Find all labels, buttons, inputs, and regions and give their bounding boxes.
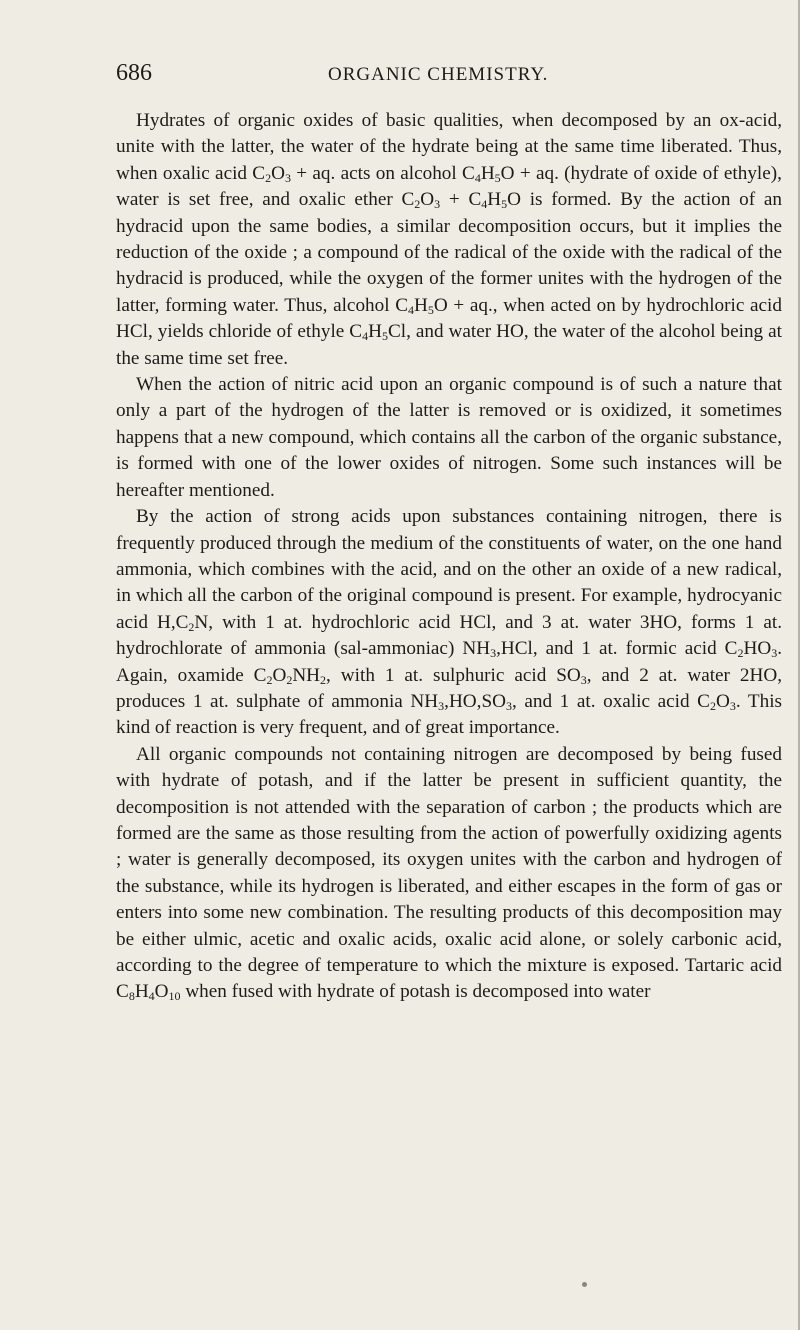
paragraph-nitric-acid: When the action of nitric acid upon an organic compound is of such a nature that only a part of the hydrogen of the latter is removed or is oxidized, it sometimes happens that a new compound, which contains all the carbon of the organic substance, is formed with one of the lower oxides of nitrogen. Some such instances will be hereafter mentioned. (116, 374, 782, 501)
page-header (116, 56, 780, 96)
paragraph-strong-acids: By the action of strong acids upon substances containing nitrogen, there is frequently produced through the medium of the constituents of water, on the one hand ammonia, which combines with the acid, and on the other an oxide of a new radical, in which all the carbon of the original compound is present. For example, hydrocyanic acid $H,C_2N$, with 1 at. hydrochloric acid HCl, and 3 at. water 3HO, forms 1 at. hydrochlorate of ammonia (sal-ammoniac) $NH_3,HCl$, and 1 at. formic acid $C_2HO_3$. Again, oxamide $C_2O_2NH_2$, with 1 at. sulphuric acid $SO_3$, and 2 at. water 2HO, produces 1 at. sulphate of ammonia $NH_3,HO,SO_3$, and 1 at. oxalic acid $C_2O_3$. This kind of reaction is very frequent, and of great importance. (116, 506, 783, 739)
paragraph-hydrates: Hydrates of organic oxides of basic qualities, when decomposed by an ox-acid, unite with the latter, the water of the hydrate being at the same time liberated. Thus, when oxalic acid $C_2O_3$ + aq. acts on alcohol $C_4H_5O$ + aq. (hydrate of oxide of ethyle), water is set free, and oxalic ether $C_2O_3 + C_4H_5O$ is formed. By the action of an hydracid upon the same bodies, a similar decomposition occurs, but it implies the reduction of the oxide ; a compound of the radical of the oxide with the radical of the hydracid is produced, while the oxygen of the former unites with the hydrogen of the latter, forming water. Thus, alcohol $C_4H_5O$ + aq., when acted on by hydrochloric acid HCl, yields chloride of ethyle $C_4H_5Cl$, and water HO, the water of the alcohol being at the same time set free. (116, 110, 782, 369)
body-text (116, 108, 782, 1006)
paragraph-hydrate-of-potash: All organic compounds not containing nitrogen are decomposed by being fused with hydrate of potash, and if the latter be present in sufficient quantity, the decomposition is not attended with the separation of carbon ; the products which are formed are the same as those resulting from the action of powerfully oxidizing agents ; water is generally decomposed, its oxygen unites with the carbon and hydrogen of the substance, while its hydrogen is liberated, and either escapes in the form of gas or enters into some new combination. The resulting products of this decomposition may be either ulmic, acetic and oxalic acids, oxalic acid alone, or solely carbonic acid, according to the degree of temperature to which the mixture is exposed. Tartaric acid $C_8H_4O_{10}$ when fused with hydrate of potash is decomposed into water (116, 743, 782, 1004)
ink-speck (582, 1282, 587, 1287)
running-title: ORGANIC CHEMISTRY. (328, 64, 549, 85)
page-number: 686 (116, 60, 152, 86)
